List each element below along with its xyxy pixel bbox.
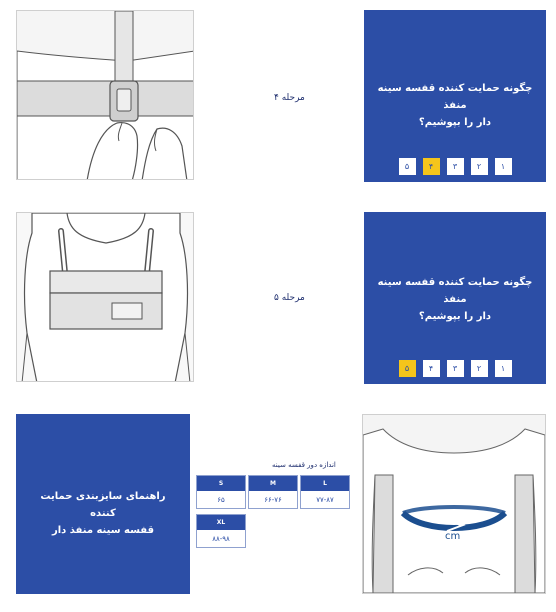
step-5-image	[17, 213, 194, 382]
instructions-title	[374, 274, 536, 325]
step-3-button[interactable]: ۳	[447, 360, 464, 377]
size-range: ۶۵	[217, 495, 225, 504]
size-guide-title	[26, 488, 180, 539]
step-4-label: مرحله ۴	[274, 93, 305, 103]
size-range: ۶۶-۷۶	[264, 495, 282, 504]
measure-unit-label: cm	[445, 531, 461, 542]
step-1-button[interactable]: ۱	[495, 158, 512, 175]
instructions-title-line-1: چگونه حمایت کننده قفسه سینه منفذ	[377, 277, 533, 305]
instructions-title-line-2: دار را بپوشیم؟	[418, 311, 492, 322]
step-5-illustration	[16, 212, 194, 382]
instructions-panel-4	[364, 10, 546, 182]
size-label: M	[249, 476, 297, 491]
step-2-button[interactable]: ۲	[471, 360, 488, 377]
step-pagination	[364, 360, 546, 377]
step-4-illustration	[16, 10, 194, 180]
step-4-button[interactable]: ۴	[423, 360, 440, 377]
size-guide-title-line-1: راهنمای سایزبندی حمایت کننده	[40, 491, 166, 519]
chest-measure-image	[363, 415, 545, 593]
step-4-button[interactable]: ۴	[423, 158, 440, 175]
instructions-title-line-1: چگونه حمایت کننده قفسه سینه منفذ	[377, 83, 533, 111]
size-label: XL	[197, 515, 245, 530]
size-range: ۷۷-۸۷	[316, 495, 334, 504]
chest-measure-illustration	[362, 414, 546, 594]
size-guide-title-line-2: قفسه سینه منفذ دار	[51, 525, 155, 536]
size-cell-xl	[196, 514, 246, 548]
step-pagination	[364, 158, 546, 175]
step-5-label: مرحله ۵	[274, 293, 305, 303]
size-range: ۸۸-۹۸	[212, 534, 230, 543]
step-4-image	[17, 11, 194, 180]
size-cell-l	[300, 475, 350, 509]
size-guide-panel	[16, 414, 190, 594]
instructions-title	[374, 80, 536, 131]
size-cell-m	[248, 475, 298, 509]
step-5-button[interactable]: ۵	[399, 158, 416, 175]
step-5-button[interactable]: ۵	[399, 360, 416, 377]
instructions-title-line-2: دار را بپوشیم؟	[418, 117, 492, 128]
size-table-title: اندازه دور قفسه سینه	[272, 461, 336, 469]
instructions-panel-5	[364, 212, 546, 384]
size-cell-s	[196, 475, 246, 509]
step-3-button[interactable]: ۳	[447, 158, 464, 175]
step-2-button[interactable]: ۲	[471, 158, 488, 175]
step-card-4	[16, 10, 546, 182]
size-label: L	[301, 476, 349, 491]
step-1-button[interactable]: ۱	[495, 360, 512, 377]
size-label: S	[197, 476, 245, 491]
step-card-5	[16, 212, 546, 384]
